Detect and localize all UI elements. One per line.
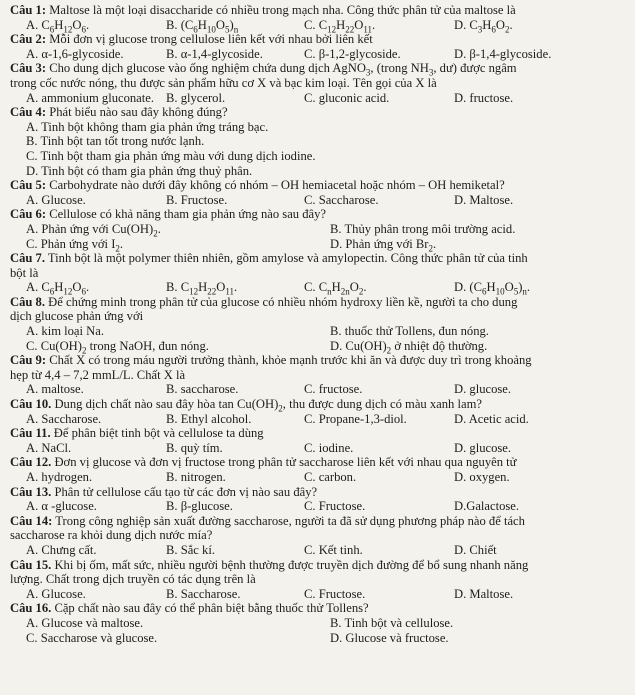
options-row xyxy=(10,543,627,558)
answer-option[interactable]: B. Tinh bột tan tốt trong nước lạnh. xyxy=(26,134,205,149)
answer-option[interactable]: C. iodine. xyxy=(304,440,354,455)
question-number: Câu 1: xyxy=(10,3,47,17)
options-row xyxy=(10,339,627,354)
question-block xyxy=(10,207,627,254)
options-row xyxy=(10,412,627,427)
options-row xyxy=(10,164,627,179)
answer-option[interactable]: A. NaCl. xyxy=(26,440,72,455)
question-text xyxy=(10,3,627,18)
question-text xyxy=(10,514,627,529)
answer-option[interactable]: C. Fructose. xyxy=(304,586,366,601)
options-row xyxy=(10,47,627,62)
question-block xyxy=(10,426,627,455)
question-stem-continued: trong cốc nước nóng, thu được sản phẩm hữu cơ X và bạc kim loại. Tên gọi của X là xyxy=(10,75,437,90)
answer-option[interactable]: A. Glucose và maltose. xyxy=(26,615,144,630)
answer-option[interactable]: D. glucose. xyxy=(454,440,512,455)
answer-option[interactable]: D. $Cu(OH)_2$ ở nhiệt độ thường. xyxy=(330,338,488,356)
question-text xyxy=(10,353,627,368)
question-stem: Cellulose có khả năng tham gia phản ứng nào sau đây? xyxy=(46,207,327,222)
question-number: Câu 3: xyxy=(10,61,47,76)
question-block xyxy=(10,3,627,35)
question-text xyxy=(10,485,627,500)
answer-option[interactable]: A. $C_6H_{12}O_6$. xyxy=(26,280,90,297)
question-text xyxy=(10,105,627,120)
question-block xyxy=(10,397,627,426)
question-block xyxy=(10,294,627,356)
question-number: Câu 10. xyxy=(10,397,52,412)
question-text xyxy=(10,61,627,76)
options-row xyxy=(10,222,627,237)
answer-option[interactable]: B. $C_{12}H_{22}O_{11}$. xyxy=(166,280,238,297)
question-stem: Để phân biệt tinh bột và cellulose ta dùng xyxy=(50,426,264,441)
answer-option[interactable]: C. fructose. xyxy=(304,382,363,397)
answer-option[interactable]: D. glucose. xyxy=(454,382,512,397)
options-row xyxy=(10,149,627,164)
question-text xyxy=(10,207,627,222)
answer-option[interactable]: A. Chưng cất. xyxy=(26,542,97,557)
answer-option[interactable]: A. α-1,6-glycoside. xyxy=(26,46,124,61)
question-text xyxy=(10,426,627,441)
answer-option[interactable]: C. β-1,2-glycoside. xyxy=(304,46,401,61)
answer-option[interactable]: B. Thủy phân trong môi trường acid. xyxy=(330,221,516,236)
question-text xyxy=(10,32,627,47)
question-stem-continued: hẹp từ 4,4 – 7,2 mmL/L. Chất X là xyxy=(10,367,186,382)
answer-option[interactable]: B. nitrogen. xyxy=(166,470,226,484)
question-stem: Dung dịch chất nào sau đây hòa $\tan Cu(OH)_2$, thu được dung dịch có màu xanh lam? xyxy=(51,397,482,412)
answer-option[interactable]: A. Glucose. xyxy=(26,192,86,207)
answer-option[interactable]: C. Saccharose. xyxy=(304,192,379,207)
question-block xyxy=(10,485,627,514)
answer-option[interactable]: C. Phản ứng với $I_2$. xyxy=(26,236,124,254)
answer-option[interactable]: B. thuốc thử Tollens, đun nóng. xyxy=(330,324,489,339)
answer-option[interactable]: B. β-glucose. xyxy=(166,499,233,514)
options-row xyxy=(10,120,627,135)
answer-option[interactable]: A. Phản ứng với $Cu(OH)_2$. xyxy=(26,221,161,239)
answer-option[interactable]: C. $C_{12}H_{22}O_{11}$. xyxy=(304,17,376,35)
answer-option[interactable]: A. Saccharose. xyxy=(26,411,102,426)
answer-option[interactable]: B. α-1,4-glycoside. xyxy=(166,46,263,61)
question-block xyxy=(10,558,627,602)
answer-option[interactable]: C. Propane-1,3-diol. xyxy=(304,411,407,426)
question-text xyxy=(10,251,627,266)
question-block xyxy=(10,251,627,295)
answer-option[interactable]: D. Glucose và fructose. xyxy=(330,630,449,645)
question-stem: Khi bị ốm, mất sức, nhiều người bệnh thường được truyền dịch đường để bổ sung nhanh năng xyxy=(51,557,529,572)
question-stem: Cặp chất nào sau đây có thể phân biệt bằng thuốc thử Tollens? xyxy=(51,601,369,616)
question-block xyxy=(10,105,627,178)
question-stem: Cho dung dịch glucose vào ống nghiệm chứa dung dịch AgNO$_3$, (trong $NH_3$, dư) được ngâm xyxy=(46,61,517,76)
options-row xyxy=(10,134,627,149)
question-number: Câu 16. xyxy=(10,601,52,616)
answer-option[interactable]: A. Glucose. xyxy=(26,586,86,601)
answer-option[interactable]: B. saccharose. xyxy=(166,382,239,397)
answer-option[interactable]: C. Fructose. xyxy=(304,499,366,514)
question-block xyxy=(10,514,627,558)
answer-option[interactable]: B. Ethyl alcohol. xyxy=(166,411,252,426)
answer-option[interactable]: D. Phản ứng với $Br_2$. xyxy=(330,236,437,254)
question-stem: Tinh bột là một polymer thiên nhiên, gồm amylose và amylopectin. Công thức phân tử của tinh xyxy=(45,251,528,266)
answer-option[interactable]: A. ammonium gluconate. xyxy=(26,90,155,105)
answer-option[interactable]: D. Acetic acid. xyxy=(454,411,529,426)
question-block xyxy=(10,32,627,61)
answer-option[interactable]: D. Maltose. xyxy=(454,586,514,601)
question-stem: Mỗi đơn vị glucose trong cellulose liên kết với nhau bởi liên kết xyxy=(46,32,373,47)
answer-option[interactable]: C. carbon. xyxy=(304,470,357,484)
answer-option[interactable]: C. $C_nH_{2n}O_2$. xyxy=(304,280,367,297)
answer-option[interactable]: A. kim loại Na. xyxy=(26,324,104,339)
question-block xyxy=(10,455,627,484)
answer-option[interactable]: A. $C_6H_{12}O_6$. xyxy=(26,17,90,35)
question-number: Câu 9: xyxy=(10,353,47,368)
question-number: Câu 13. xyxy=(10,484,52,499)
answer-option[interactable]: B. Sắc kí. xyxy=(166,542,215,557)
question-number: Câu 4: xyxy=(10,105,47,120)
question-text xyxy=(10,601,627,616)
question-text xyxy=(10,178,627,193)
answer-option[interactable]: C. Tinh bột tham gia phản ứng màu với dung dịch iodine. xyxy=(26,148,316,163)
question-number: Câu 15. xyxy=(10,557,52,572)
options-row xyxy=(10,441,627,456)
question-stem-continued: lượng. Chất trong dịch truyền có tác dụng trên là xyxy=(10,572,256,587)
answer-option[interactable]: D. Tinh bột có tham gia phản ứng thuỷ phân. xyxy=(26,163,253,178)
answer-option[interactable]: B. Saccharose. xyxy=(166,586,241,601)
answer-option[interactable]: A. hydrogen. xyxy=(26,470,93,484)
options-row xyxy=(10,237,627,252)
answer-option[interactable]: C. Saccharose và glucose. xyxy=(26,630,158,645)
answer-option[interactable]: B. glycerol. xyxy=(166,90,226,105)
question-block xyxy=(10,601,627,645)
options-row xyxy=(10,91,627,106)
options-row xyxy=(10,18,627,33)
question-stem: Trong công nghiệp sản xuất đường saccharose, người ta đã sử dụng phương pháp nào để tách xyxy=(52,513,525,528)
options-row xyxy=(10,470,627,485)
answer-option[interactable]: C. Kết tinh. xyxy=(304,542,363,557)
question-number: Câu 6: xyxy=(10,207,47,222)
question-number: Câu 14: xyxy=(10,513,53,528)
answer-option[interactable]: A. α -glucose. xyxy=(26,499,97,514)
question-stem: Carbohydrate nào dưới đây không có nhóm – OH hemiacetal hoặc nhóm – OH hemiketal? xyxy=(46,178,505,193)
options-row xyxy=(10,382,627,397)
options-row xyxy=(10,193,627,208)
answer-option[interactable]: A. Tinh bột không tham gia phản ứng tráng bạc. xyxy=(26,119,269,134)
question-block xyxy=(10,178,627,207)
answer-option[interactable]: D. oxygen. xyxy=(454,470,510,484)
question-text xyxy=(10,558,627,573)
question-number: Câu 11. xyxy=(10,426,51,441)
question-stem-continued: bột là xyxy=(10,265,39,280)
question-number: Câu 7. xyxy=(10,251,45,266)
answer-option[interactable]: B. Tinh bột và cellulose. xyxy=(330,615,454,630)
options-row xyxy=(10,587,627,602)
answer-option[interactable]: C. $Cu(OH)_2$ trong NaOH, đun nóng. xyxy=(26,338,209,356)
question-stem: Chất X có trong máu người trưởng thành, khỏe mạnh trước khi ăn và được duy trì trong khoảng xyxy=(46,353,532,368)
options-row xyxy=(10,616,627,631)
options-row xyxy=(10,499,627,514)
question-text xyxy=(10,455,627,470)
options-row xyxy=(10,631,627,646)
question-number: Câu 8. xyxy=(10,294,45,309)
answer-option[interactable]: D. Maltose. xyxy=(454,192,514,207)
answer-option[interactable]: D.Galactose. xyxy=(454,499,520,514)
answer-option[interactable]: B. $(C_6H_{10}O_5)_n$ xyxy=(166,17,239,35)
answer-option[interactable]: A. maltose. xyxy=(26,382,84,397)
question-text xyxy=(10,295,627,310)
answer-option[interactable]: D. β-1,4-glycoside. xyxy=(454,46,552,61)
question-stem-continued: dịch glucose phản ứng với xyxy=(10,309,144,324)
answer-option[interactable]: D. fructose. xyxy=(454,90,514,105)
options-row xyxy=(10,280,627,295)
answer-option[interactable]: B. Fructose. xyxy=(166,192,228,207)
answer-option[interactable]: D. $C_3H_6O_2$. xyxy=(454,17,513,35)
question-block xyxy=(10,353,627,397)
question-stem: Phát biểu nào sau đây không đúng? xyxy=(46,105,228,120)
answer-option[interactable]: D. $(C_6H_{10}O_5)_n$. xyxy=(454,280,531,297)
question-number: Câu 12. xyxy=(10,455,52,470)
question-stem: Phân tử cellulose cấu tạo từ các đơn vị nào sau đây? xyxy=(51,484,318,499)
question-stem-continued: saccharose ra khỏi dung dịch nước mía? xyxy=(10,528,213,543)
question-number: Câu 5: xyxy=(10,178,47,193)
options-row xyxy=(10,324,627,339)
question-block xyxy=(10,61,627,105)
answer-option[interactable]: D. Chiết xyxy=(454,542,497,557)
answer-option[interactable]: B. quỳ tím. xyxy=(166,440,223,455)
question-stem: Để chứng minh trong phân tử của glucose có nhiều nhóm hydroxy liền kề, người ta cho dung xyxy=(45,294,518,309)
question-stem: Đơn vị glucose và đơn vị fructose trong phân tử saccharose liên kết với nhau qua nguyên tử xyxy=(51,455,517,470)
question-stem: Maltose là một loại disaccharide có nhiều trong mạch nha. Công thức phân tử của maltose là xyxy=(46,3,516,17)
question-text xyxy=(10,397,627,412)
answer-option[interactable]: C. gluconic acid. xyxy=(304,90,390,105)
question-number: Câu 2: xyxy=(10,32,47,47)
